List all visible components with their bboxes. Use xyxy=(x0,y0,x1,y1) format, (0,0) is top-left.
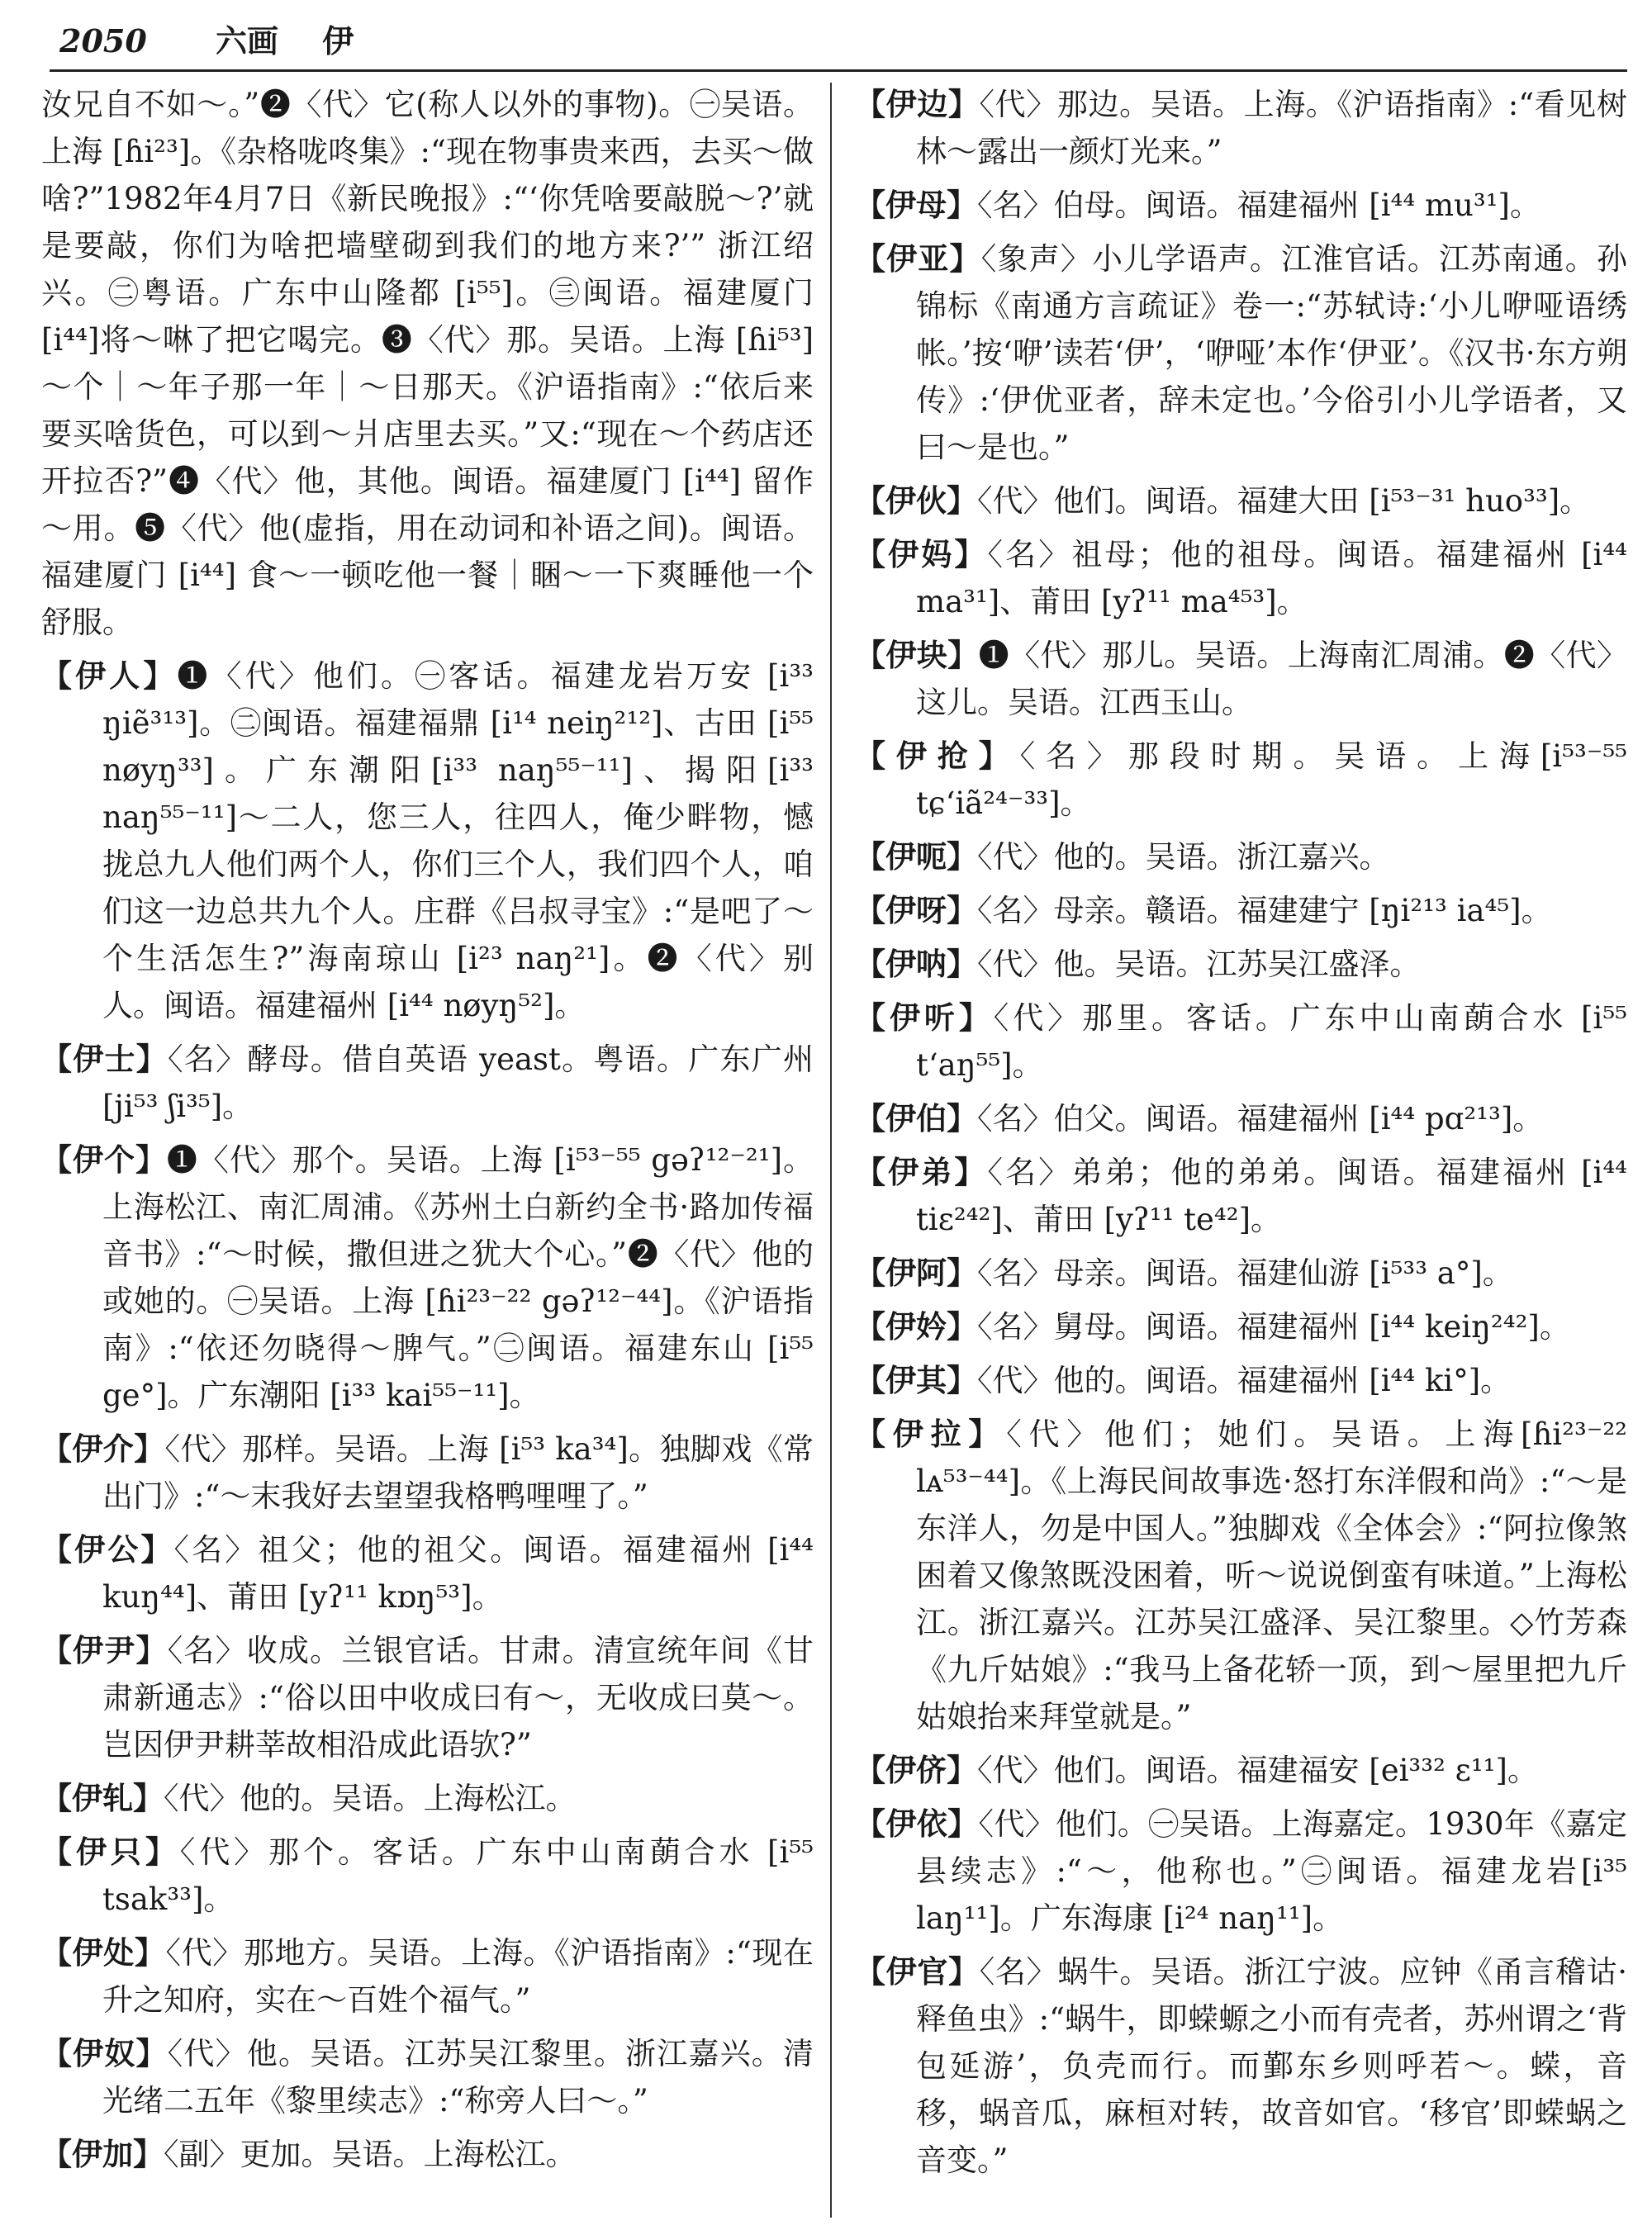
entry-text: 〈名〉祖母；他的祖母。闽语。福建福州 [i⁴⁴ ma³¹]、莆田 [yʔ¹¹ ma⁴⁵³]。 xyxy=(916,537,1628,619)
dictionary-entry xyxy=(855,235,1627,471)
entry-text: 〈代〉他。吴语。江苏吴江盛泽。 xyxy=(977,947,1421,982)
dictionary-entry xyxy=(855,1948,1627,2184)
dictionary-entry xyxy=(855,941,1627,988)
continued-entry xyxy=(41,81,814,646)
entry-text: 〈代〉他。吴语。江苏吴江黎里。浙江嘉兴。清光绪二五年《黎里续志》:“称旁人曰～。” xyxy=(102,2036,814,2118)
entry-headword: 【伊依】 xyxy=(855,1805,979,1842)
dictionary-entry xyxy=(41,1526,814,1620)
entry-text: 〈代〉他们；她们。吴语。上海[ɦi²³⁻²² lᴀ⁵³⁻⁴⁴]。《上海民间故事选·怒打东洋假和尚》:“～是东洋人，勿是中国人。”独脚戏《全体会》:“阿拉像煞困着又像煞既没困着，听～说说倒蛮有味道。”上海松江。浙江嘉兴。江苏吴江盛泽、吴江黎里。◇竹芳森《九斤姑娘》:“我马上备花轿一顶，到～屋里把九斤姑娘抬来拜堂就是。” xyxy=(916,1416,1627,1734)
dictionary-entry xyxy=(855,477,1627,524)
entry-text: 〈代〉那地方。吴语。上海。《沪语指南》:“现在升之知府，实在～百姓个福气。” xyxy=(102,1935,814,2018)
right-column xyxy=(855,81,1627,2190)
dictionary-entry xyxy=(855,833,1627,880)
entry-text: 〈代〉那个。客话。广东中山南蓢合水 [i⁵⁵ tsak³³]。 xyxy=(102,1834,814,1917)
column-divider xyxy=(830,83,832,2218)
entry-headword: 【伊侪】 xyxy=(855,1752,977,1788)
entry-text: 〈名〉酵母。借自英语 yeast。粤语。广东广州 [ji⁵³ ʃi³⁵]。 xyxy=(102,1041,814,1124)
dictionary-entry xyxy=(855,632,1627,726)
entry-text: 〈代〉那样。吴语。上海 [i⁵³ ka³⁴]。独脚戏《常出门》:“～末我好去望望我格鸭哩哩了。” xyxy=(102,1431,814,1514)
dictionary-entry xyxy=(855,1801,1627,1942)
dictionary-entry xyxy=(855,1250,1627,1297)
dictionary-entry xyxy=(855,1095,1627,1142)
dictionary-entry xyxy=(41,1036,814,1130)
entry-text: 〈名〉母亲。赣语。福建建宁 [ŋi²¹³ ia⁴⁵]。 xyxy=(977,893,1552,928)
dictionary-entry xyxy=(41,2030,814,2124)
header-rule xyxy=(50,69,1627,72)
entry-text: 〈名〉弟弟；他的弟弟。闽语。福建福州 [i⁴⁴ tiɛ²⁴²]、莆田 [yʔ¹¹ te⁴²]。 xyxy=(916,1155,1628,1237)
entry-text: 汝兄自不如～。”❷〈代〉它(称人以外的事物)。㊀吴语。上海 [ɦi²³]。《杂格咙咚集》:“现在物事贵来西，去买～做啥?”1982年4月7日《新民晚报》:“‘你凭啥要敲脱～?’就是要敲，你们为啥把墙壁砌到我们的地方来?’” 浙江绍兴。㊁粤语。广东中山隆都 [i⁵⁵]。㊂闽语。福建厦门 [i⁴⁴]将～啉了把它喝完。❸〈代〉那。吴语。上海 [ɦi⁵³] ～个｜～年子那一年｜～日那天。《沪语指南》:“依后来要买啥货色，可以到～爿店里去买。”又:“现在～个药店还开拉否?”❹〈代〉他，其他。闽语。福建厦门 [i⁴⁴] 留作～用。❺〈代〉他(虚指，用在动词和补语之间)。闽语。福建厦门 [i⁴⁴] 食～一顿吃他一餐｜睏～一下爽睡他一个舒服。 xyxy=(41,87,814,640)
entry-text: 〈代〉他们。闽语。福建大田 [i⁵³⁻³¹ huo³³]。 xyxy=(977,483,1591,519)
entry-text: 〈代〉他的。吴语。浙江嘉兴。 xyxy=(977,839,1390,875)
entry-text: 〈副〉更加。吴语。上海松江。 xyxy=(164,2137,577,2172)
entry-headword: 【伊边】 xyxy=(855,86,980,122)
entry-headword: 【伊妗】 xyxy=(855,1308,977,1345)
dictionary-entry xyxy=(855,1357,1627,1404)
entry-headword: 【伊加】 xyxy=(41,2136,164,2172)
entry-headword: 【伊处】 xyxy=(41,1934,166,1971)
entry-headword: 【伊母】 xyxy=(855,187,977,223)
entry-text: 〈名〉舅母。闽语。福建福州 [i⁴⁴ keiŋ²⁴²]。 xyxy=(977,1309,1570,1345)
entry-headword: 【伊呐】 xyxy=(855,946,977,982)
dictionary-entry xyxy=(855,1411,1627,1740)
entry-headword: 【伊伯】 xyxy=(855,1100,977,1136)
entry-headword: 【伊人】 xyxy=(41,657,178,694)
entry-headword: 【伊尹】 xyxy=(41,1632,168,1668)
dictionary-entry xyxy=(41,1929,814,2024)
entry-headword: 【伊块】 xyxy=(855,637,979,673)
dictionary-entry xyxy=(855,887,1627,934)
entry-text: 〈名〉祖父；他的祖父。闽语。福建福州 [i⁴⁴ kuŋ⁴⁴]、莆田 [yʔ¹¹ kɒŋ⁵³]。 xyxy=(102,1532,814,1615)
dictionary-entry xyxy=(855,1303,1627,1350)
dictionary-entry xyxy=(855,733,1627,827)
dictionary-entry xyxy=(41,1627,814,1768)
dictionary-entry xyxy=(41,652,814,1029)
entry-text: ❶〈代〉那个。吴语。上海 [i⁵³⁻⁵⁵ gəʔ¹²⁻²¹]。上海松江、南汇周浦。《苏州土白新约全书·路加传福音书》:“～时候，撒但进之犹大个心。”❷〈代〉他的或她的。㊀吴语。上海 [ɦi²³⁻²² gəʔ¹²⁻⁴⁴]。《沪语指南》:“依还勿晓得～脾气。”㊁闽语。福建东山 [i⁵⁵ ge°]。广东潮阳 [i³³ kai⁵⁵⁻¹¹]。 xyxy=(102,1142,814,1413)
dictionary-entry xyxy=(41,1775,814,1822)
entry-headword: 【伊呃】 xyxy=(855,838,977,875)
entry-text: 〈名〉收成。兰银官话。甘肃。清宣统年间《甘肃新通志》:“俗以田中收成曰有～，无收成曰莫～。岂因伊尹耕莘故相沿成此语欤?” xyxy=(102,1633,814,1763)
entry-headword: 【伊拉】 xyxy=(855,1416,1007,1452)
page-number: 2050 xyxy=(59,22,147,59)
dictionary-entry xyxy=(41,1829,814,1923)
entry-headword: 【伊介】 xyxy=(41,1431,165,1467)
entry-text: 〈代〉那里。客话。广东中山南蓢合水 [i⁵⁵ tʻaŋ⁵⁵]。 xyxy=(916,1000,1627,1083)
dictionary-entry xyxy=(855,182,1627,229)
dictionary-entry xyxy=(41,1136,814,1419)
entry-headword: 【伊公】 xyxy=(41,1531,174,1568)
entry-headword: 【伊听】 xyxy=(855,999,994,1036)
entry-headword: 【伊个】 xyxy=(41,1141,167,1178)
entry-headword: 【伊阿】 xyxy=(855,1255,977,1291)
entry-text: ❶〈代〉他们。㊀客话。福建龙岩万安 [i³³ ŋiẽ³¹³]。㊁闽语。福建福鼎 [i¹⁴ neiŋ²¹²]、古田 [i⁵⁵ nøyŋ³³]。广东潮阳[i³³ naŋ⁵⁵⁻¹¹]、揭阳[i³³ naŋ⁵⁵⁻¹¹]～二人，您三人，往四人，俺少畔物，憾拢总九人他们两个人，你们三个人，我们四个人，咱们这一边总共九个人。庄群《吕叔寻宝》:“是吧了～个生活怎生?”海南琼山 [i²³ naŋ²¹]。❷〈代〉别人。闽语。福建福州 [i⁴⁴ nøyŋ⁵²]。 xyxy=(102,658,814,1023)
entry-headword: 【伊呀】 xyxy=(855,892,977,928)
entry-headword: 【伊抢】 xyxy=(855,738,1020,774)
entry-text: 〈代〉他们。闽语。福建福安 [ei³³² ɛ¹¹]。 xyxy=(977,1753,1538,1788)
entry-headword: 【伊官】 xyxy=(855,1953,980,1990)
entry-headword: 【伊弟】 xyxy=(855,1154,988,1190)
entry-text: 〈代〉那边。吴语。上海。《沪语指南》:“看见树林～露出一颜灯光来。” xyxy=(916,87,1627,169)
entry-headword: 【伊士】 xyxy=(41,1041,169,1077)
entry-headword: 【伊奴】 xyxy=(41,2035,168,2071)
entry-text: 〈代〉他的。吴语。上海松江。 xyxy=(164,1781,577,1816)
dictionary-entry xyxy=(41,1426,814,1520)
entry-text: 〈代〉他的。闽语。福建福州 [i⁴⁴ ki°]。 xyxy=(977,1363,1512,1398)
entry-headword: 【伊妈】 xyxy=(855,536,988,572)
entry-text: 〈名〉蜗牛。吴语。浙江宁波。应钟《甬言稽诂·释鱼虫》:“蜗牛，即蝾螈之小而有壳者，苏州谓之‘背包延游’，负壳而行。而鄞东乡则呼若～。蝾，音移，蜗音瓜，麻桓对转，故音如官。‘移官’即蝾蜗之音变。” xyxy=(916,1954,1628,2178)
section-label: 六画 xyxy=(216,22,279,59)
entry-headword: 【伊轧】 xyxy=(41,1780,164,1816)
entry-headword: 【伊伙】 xyxy=(855,482,977,519)
dictionary-entry xyxy=(855,531,1627,625)
dictionary-entry xyxy=(855,81,1627,175)
dictionary-entry xyxy=(855,994,1627,1089)
entry-headword: 【伊亚】 xyxy=(855,240,981,277)
entry-text: ❶〈代〉那儿。吴语。上海南汇周浦。❷〈代〉这儿。吴语。江西玉山。 xyxy=(916,638,1628,720)
page-header xyxy=(59,18,1629,64)
entry-text: 〈名〉伯母。闽语。福建福州 [i⁴⁴ mu³¹]。 xyxy=(977,187,1540,223)
entry-text: 〈名〉伯父。闽语。福建福州 [i⁴⁴ pɑ²¹³]。 xyxy=(977,1101,1544,1136)
left-column xyxy=(41,81,814,2185)
header-character: 伊 xyxy=(322,22,354,59)
entry-headword: 【伊只】 xyxy=(41,1834,180,1870)
dictionary-entry xyxy=(855,1747,1627,1794)
dictionary-entry xyxy=(41,2131,814,2178)
entry-text: 〈代〉他们。㊀吴语。上海嘉定。1930年《嘉定县续志》:“～，他称也。”㊁闽语。福建龙岩[i³⁵ laŋ¹¹]。广东海康 [i²⁴ naŋ¹¹]。 xyxy=(916,1806,1627,1936)
entry-headword: 【伊其】 xyxy=(855,1362,977,1398)
entry-text: 〈名〉那段时期。吴语。上海[i⁵³⁻⁵⁵ tɕʻiã²⁴⁻³³]。 xyxy=(916,738,1627,821)
dictionary-entry xyxy=(855,1149,1627,1243)
entry-text: 〈名〉母亲。闽语。福建仙游 [i⁵³³ a°]。 xyxy=(977,1255,1513,1291)
entry-text: 〈象声〉小儿学语声。江淮官话。江苏南通。孙锦标《南通方言疏证》卷一:“苏轼诗:‘小儿咿哑语绣帐。’按‘咿’读若‘伊’，‘咿哑’本作‘伊亚’。《汉书·东方朔传》:‘伊优亚者，辞未定也。’今俗引小儿学语者，又曰～是也。” xyxy=(916,241,1627,465)
